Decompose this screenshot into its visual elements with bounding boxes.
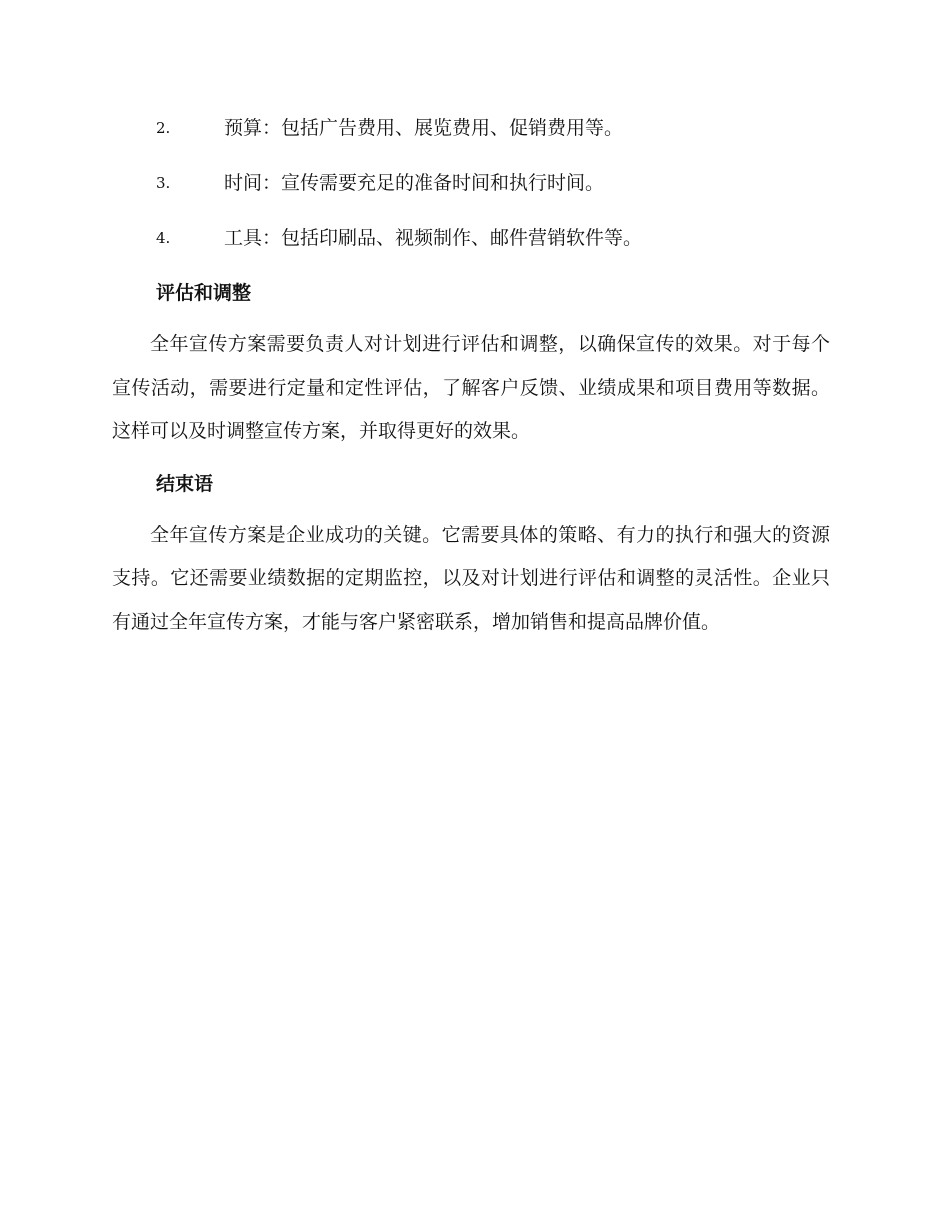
list-text: 预算：包括广告费用、展览费用、促销费用等。 <box>224 117 624 139</box>
list-text: 工具：包括印刷品、视频制作、邮件营销软件等。 <box>224 227 643 249</box>
section-heading-conclusion: 结束语 <box>156 472 214 495</box>
list-text: 时间：宣传需要充足的准备时间和执行时间。 <box>224 172 605 194</box>
list-number: 2. <box>156 119 171 137</box>
list-item-time <box>112 163 830 218</box>
section-paragraph-evaluation: 全年宣传方案需要负责人对计划进行评估和调整，以确保宣传的效果。对于每个宣传活动，需要进行定量和定性评估，了解客户反馈、业绩成果和项目费用等数据。这样可以及时调整宣传方案，并取得更好的效果。 <box>112 333 830 442</box>
list-number: 4. <box>156 229 171 247</box>
section-paragraph-conclusion: 全年宣传方案是企业成功的关键。它需要具体的策略、有力的执行和强大的资源支持。它还需要业绩数据的定期监控，以及对计划进行评估和调整的灵活性。企业只有通过全年宣传方案，才能与客户紧密联系，增加销售和提高品牌价值。 <box>112 523 830 633</box>
list-item-budget <box>112 108 830 163</box>
list-number: 3. <box>156 174 171 192</box>
section-heading-evaluation: 评估和调整 <box>156 282 252 304</box>
document-page <box>112 108 830 654</box>
list-item-tools <box>112 218 830 273</box>
